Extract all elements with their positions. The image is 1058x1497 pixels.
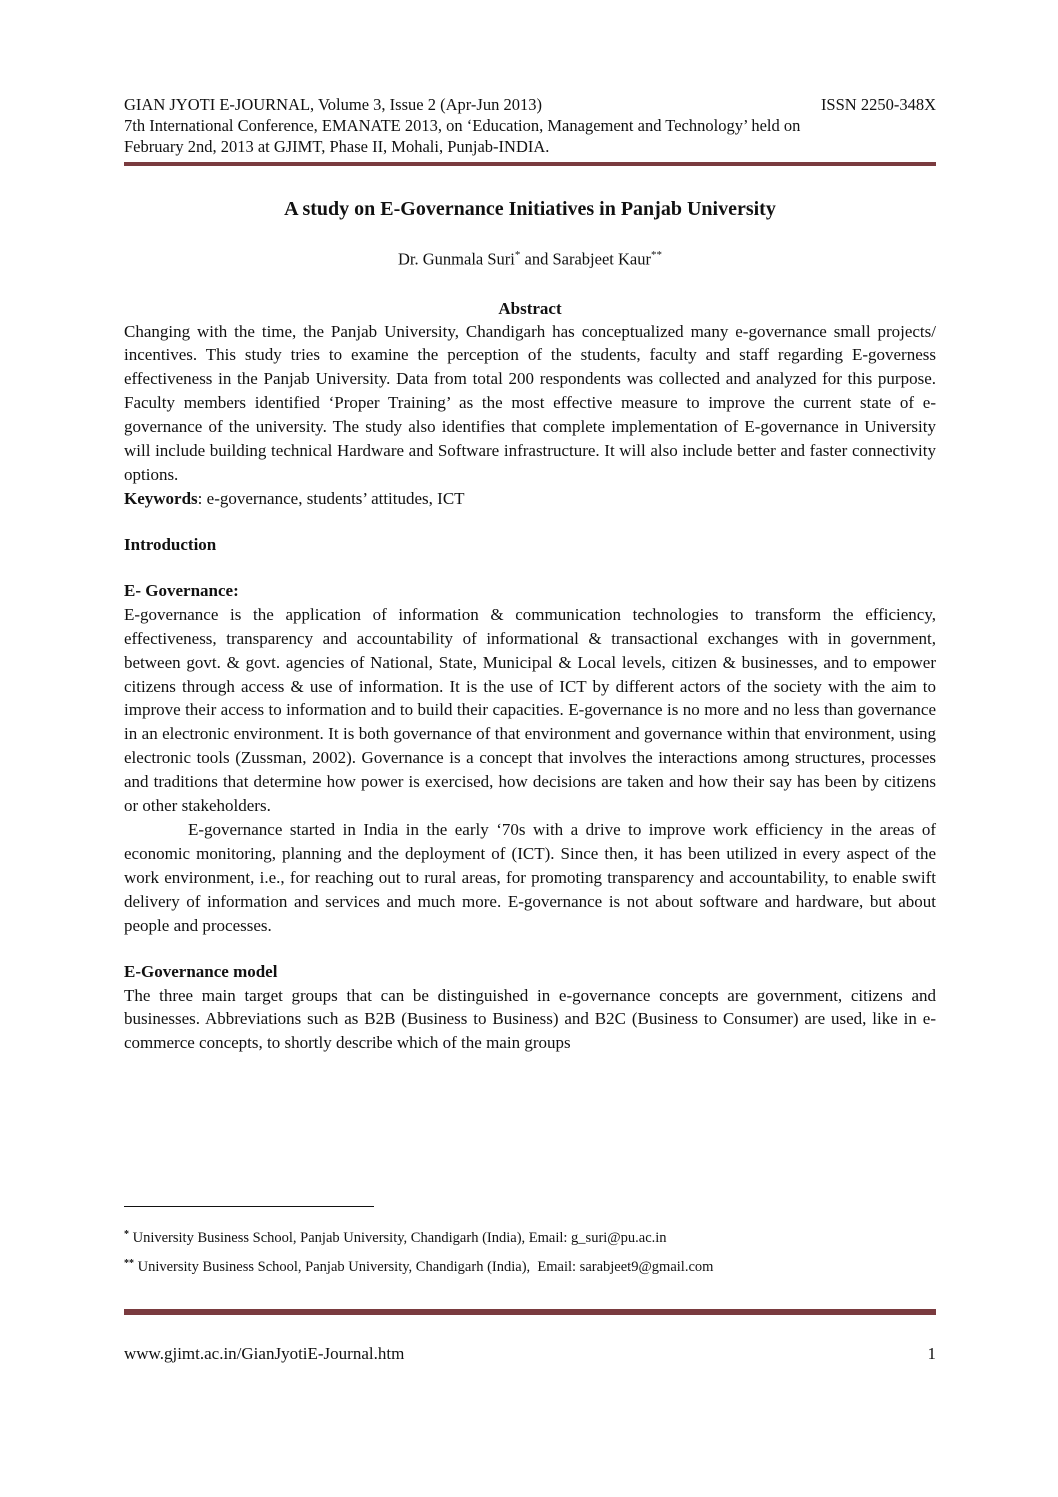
author-2: Sarabjeet Kaur: [552, 249, 651, 269]
intro-paragraph-2: E-governance started in India in the early ‘70s with a drive to improve work efficiency in the areas of economic monitoring, planning and the deployment of (ICT). Since then, it has been utilized in every aspect of the work environment, i.e., for reaching out to rural areas, for promoting transparency and accountability, to enable swift delivery of information and services and much more. E-governance is not about software and hardware, but about people and processes.: [124, 820, 936, 935]
abstract-text: Changing with the time, the Panjab University, Chandigarh has conceptualized many e-governance small projects/ incentives. This study tries to examine the perception of the students, faculty and staff regarding E-governess effectiveness in the Panjab University. Data from total 200 respondents was collected and analyzed for this purpose. Faculty members identified ‘Proper Training’ as the most effective measure to improve the current state of e-governance of the university. The study also identifies that complete implementation of E-governance in University will include building technical Hardware and Software infrastructure. It will also include better and faster connectivity options.: [124, 321, 936, 484]
running-header: [124, 94, 936, 157]
page-number: 1: [927, 1344, 936, 1363]
footnotes: [124, 1222, 936, 1280]
author-connector: and: [520, 249, 553, 269]
footnote-2-mark: **: [124, 1258, 134, 1269]
author-1-mark: *: [514, 249, 521, 261]
conference-line-1: 7th International Conference, EMANATE 2013, on ‘Education, Management and Technology’ held on: [124, 116, 801, 135]
footer-rule: [124, 1309, 936, 1315]
author-line: [124, 244, 936, 271]
footnote-rule: [124, 1206, 374, 1207]
introduction-heading: Introduction: [124, 534, 217, 554]
footnote-2: [124, 1251, 936, 1280]
paper-title: A study on E-Governance Initiatives in Panjab University: [284, 198, 776, 220]
author-2-mark: **: [650, 249, 662, 261]
egovernance-model-heading: E-Governance model: [124, 961, 278, 981]
conference-line-2: February 2nd, 2013 at GJIMT, Phase II, Mohali, Punjab-INDIA.: [124, 137, 550, 156]
journal-name: GIAN JYOTI E-JOURNAL, Volume 3, Issue 2 (Apr-Jun 2013): [124, 95, 542, 114]
footnote-1-text: University Business School, Panjab University, Chandigarh (India), Email: g_suri@pu.ac.in: [129, 1230, 667, 1246]
intro-paragraph-1: E-governance is the application of information & communication technologies to transform the efficiency, effectiveness, transparency and accountability of informational & transactional exchanges with in government, between govt. & govt. agencies of National, State, Municipal & Local levels, citizen & businesses, and to empower citizens through access & use of information. It is the use of ICT by different actors of the society with the aim to improve their access to information and to build their capacities. E-governance is no more and no less than governance in an electronic environment. It is both governance of that environment and governance within that environment, using electronic tools (Zussman, 2002). Governance is a concept that involves the interactions among structures, processes and traditions that determine how power is exercised, how decisions are taken and how their say has been by citizens or other stakeholders.: [124, 604, 936, 816]
keywords-label: Keywords: [124, 488, 198, 508]
keywords-text: : e-governance, students’ attitudes, ICT: [197, 488, 465, 508]
footer-url[interactable]: www.gjimt.ac.in/GianJyotiE-Journal.htm: [124, 1344, 405, 1363]
header-rule: [124, 162, 936, 166]
footnote-1-mark: *: [124, 1229, 129, 1240]
egovernance-heading: E- Governance:: [124, 580, 239, 600]
keywords: [124, 487, 936, 511]
page-footer: [124, 1343, 936, 1365]
abstract-heading: Abstract: [498, 298, 562, 318]
footnote-1: [124, 1222, 936, 1251]
footnote-2-text: University Business School, Panjab University, Chandigarh (India), Email: sarabjeet9@gmail.com: [134, 1259, 714, 1275]
author-1: Dr. Gunmala Suri: [398, 249, 515, 269]
model-paragraph: The three main target groups that can be distinguished in e-governance concepts are government, citizens and businesses. Abbreviations such as B2B (Business to Business) and B2C (Business to Consumer) are used, like in e-commerce concepts, to shortly describe which of the main groups: [124, 985, 936, 1053]
issn: ISSN 2250-348X: [820, 95, 936, 114]
paper-page: [124, 94, 936, 1055]
